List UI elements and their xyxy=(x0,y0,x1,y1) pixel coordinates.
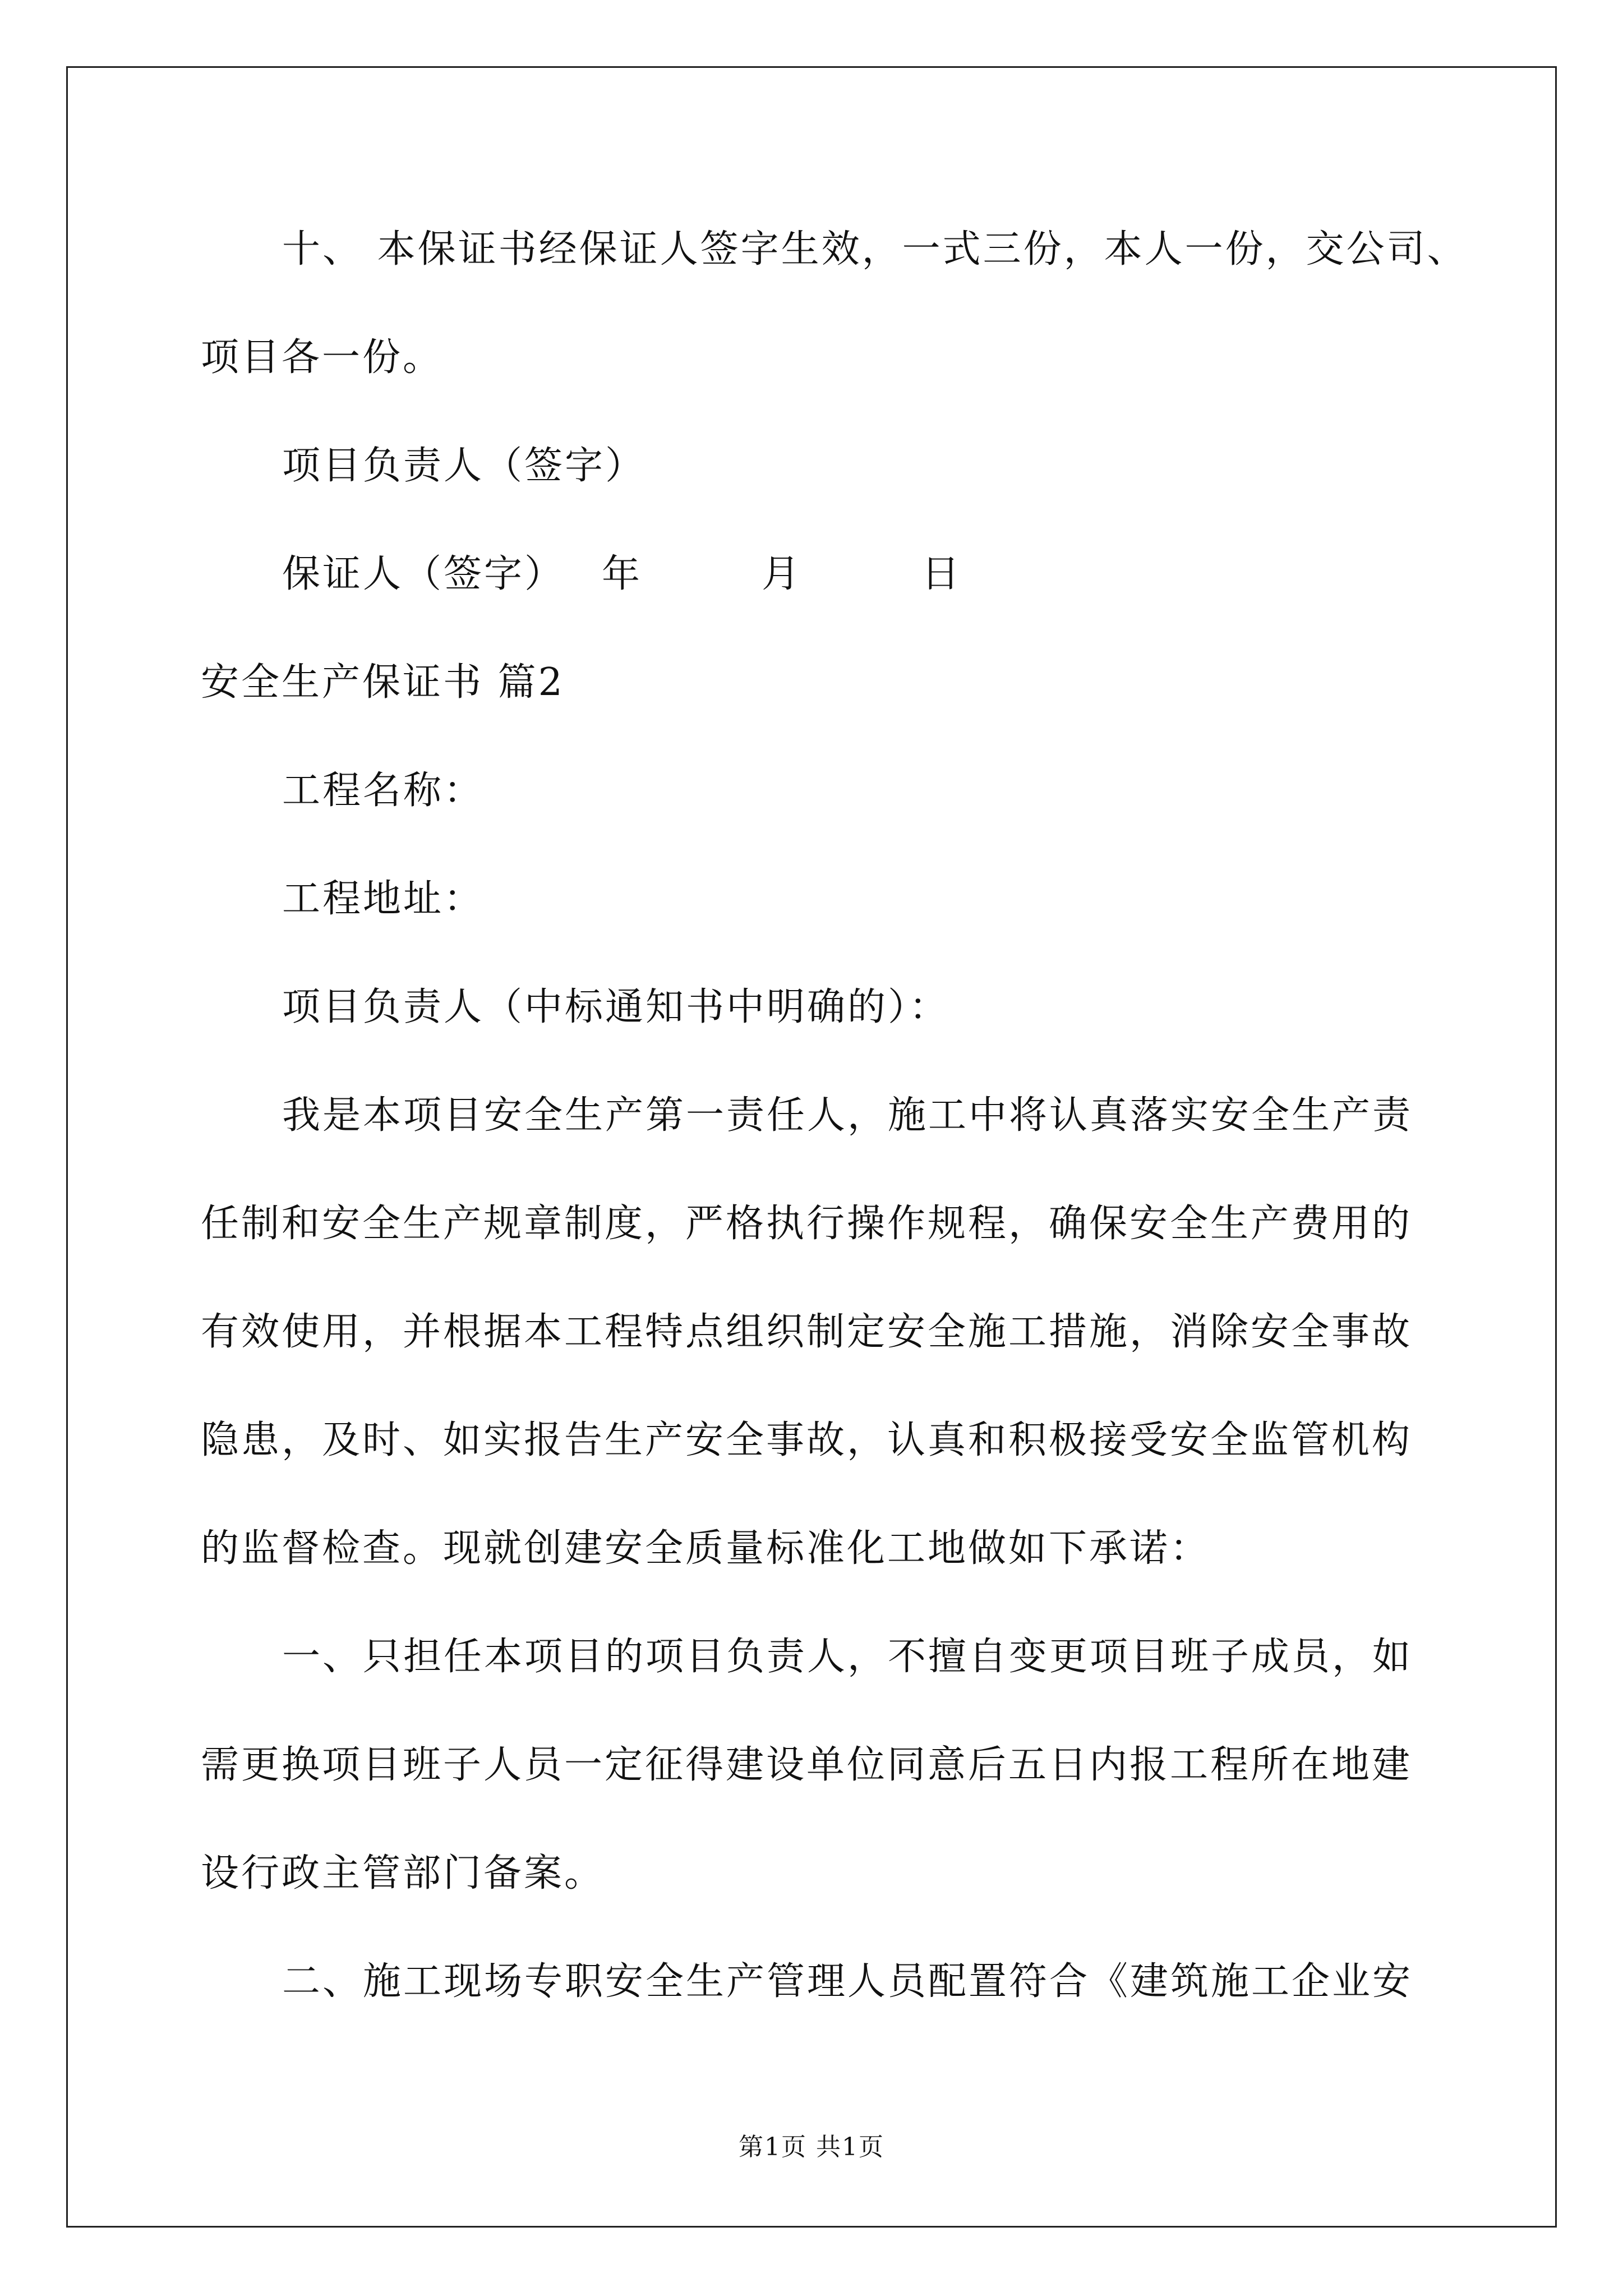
guarantor-signature-label: 保证人（签字） xyxy=(282,552,565,596)
signature-month-label: 月 xyxy=(762,552,803,596)
paragraph-line: 一、只担任本项目的项目负责人，不擅自变更项目班子成员，如 xyxy=(282,1635,1413,1679)
paragraph-line: 工程名称： xyxy=(282,769,485,813)
paragraph-line: 任制和安全生产规章制度，严格执行操作规程，确保安全生产费用的 xyxy=(201,1202,1413,1246)
paragraph-line: 设行政主管部门备案。 xyxy=(201,1851,605,1895)
paragraph-line: 二、施工现场专职安全生产管理人员配置符合《建筑施工企业安 xyxy=(282,1959,1413,2004)
page-border xyxy=(66,66,1557,2228)
signature-year-label: 年 xyxy=(602,552,643,596)
paragraph-line: 我是本项目安全生产第一责任人，施工中将认真落实安全生产责 xyxy=(282,1093,1413,1138)
signature-row xyxy=(282,552,962,597)
paragraph-line: 工程地址： xyxy=(282,877,485,921)
paragraph-line: 需更换项目班子人员一定征得建设单位同意后五日内报工程所在地建 xyxy=(201,1743,1413,1787)
paragraph-line: 隐患，及时、如实报告生产安全事故，认真和积极接受安全监管机构 xyxy=(201,1418,1413,1462)
paragraph-line: 有效使用，并根据本工程特点组织制定安全施工措施，消除安全事故 xyxy=(201,1310,1413,1354)
paragraph-line: 的监督检查。现就创建安全质量标准化工地做如下承诺： xyxy=(201,1526,1211,1571)
paragraph-line: 项目负责人（签字） xyxy=(282,444,646,488)
paragraph-line: 十、 本保证书经保证人签字生效，一式三份，本人一份，交公司、 xyxy=(282,227,1468,272)
section-heading: 安全生产保证书 篇2 xyxy=(201,660,565,705)
signature-day-label: 日 xyxy=(921,552,962,596)
paragraph-line: 项目各一份。 xyxy=(201,335,444,380)
page-footer: 第1页 共1页 xyxy=(739,2133,884,2161)
paragraph-line: 项目负责人（中标通知书中明确的）： xyxy=(282,985,950,1029)
